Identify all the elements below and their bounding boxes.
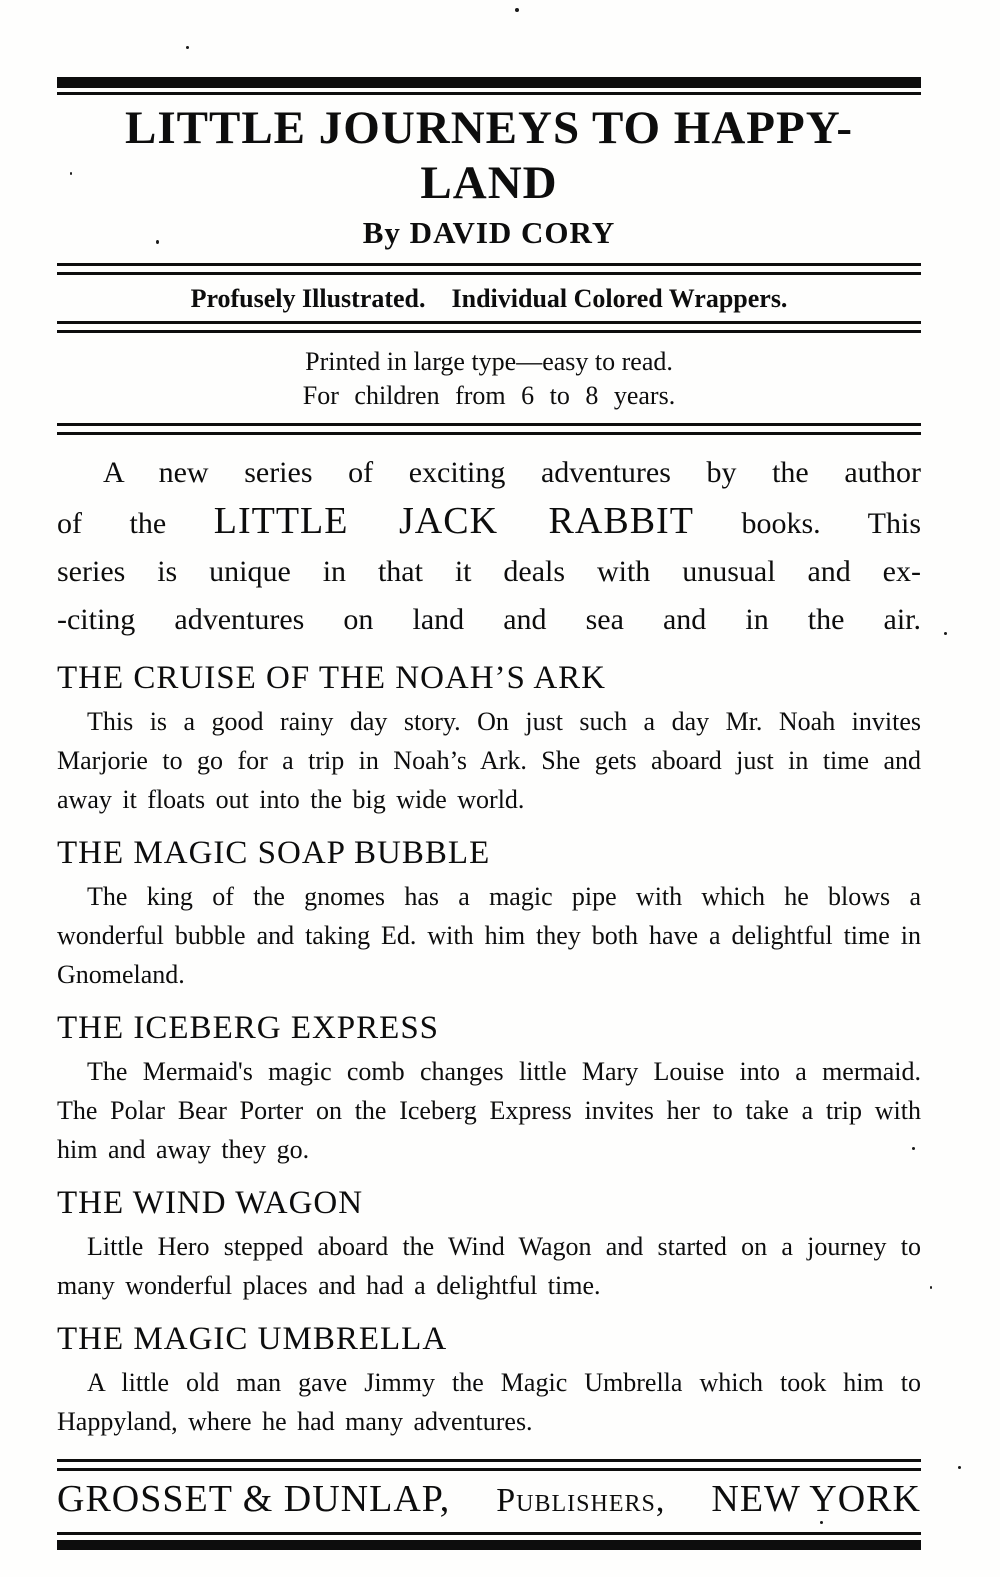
scan-speck — [820, 1521, 823, 1524]
scan-speck — [515, 8, 519, 12]
related-series-name: LITTLE JACK RABBIT — [213, 500, 694, 542]
publisher-city: NEW YORK — [711, 1478, 921, 1520]
book-listing — [57, 1008, 921, 1169]
book-listing — [57, 1183, 921, 1305]
book-title: THE MAGIC SOAP BUBBLE — [57, 835, 491, 871]
scan-speck — [944, 632, 947, 635]
publisher-name: GROSSET & DUNLAP, — [57, 1478, 451, 1520]
series-title-line2: LAND — [420, 157, 558, 209]
bottom-border-rule — [57, 1532, 921, 1550]
taglines — [57, 345, 921, 413]
banner-illustrated-text: Profusely Illustrated. — [190, 284, 426, 313]
author-byline: By DAVID CORY — [362, 215, 616, 250]
series-title — [57, 102, 921, 212]
banner-wrappers-text: Individual Colored Wrappers. — [451, 284, 788, 313]
book-listing — [57, 833, 921, 994]
scan-speck — [930, 1286, 932, 1289]
intro-line2-end: This — [867, 507, 921, 540]
book-description: A little old man gave Jimmy the Magic Umbrella which took him to Happyland, where he had many adventures. — [57, 1368, 921, 1436]
illustration-banner — [57, 275, 921, 321]
book-description: Little Hero stepped aboard the Wind Wagon and started on a journey to many wonderful places and had a delightful time. — [57, 1232, 921, 1300]
scan-speck — [958, 1466, 961, 1469]
intro-line — [57, 497, 921, 548]
series-intro-paragraph — [57, 449, 921, 644]
divider-rule — [57, 1459, 921, 1471]
scan-speck — [186, 46, 189, 49]
intro-line: -citing adventures on land and sea and in the air. — [57, 603, 921, 636]
publisher-imprint — [57, 1476, 921, 1524]
divider-rule — [57, 263, 921, 275]
intro-line: series is unique in that it deals with unusual and ex- — [57, 555, 921, 588]
scan-speck — [70, 172, 72, 175]
book-listing — [57, 1319, 921, 1441]
book-title: THE CRUISE OF THE NOAH’S ARK — [57, 660, 607, 696]
tagline-age-range: For children from 6 to 8 years. — [302, 381, 676, 410]
scan-speck — [912, 1147, 915, 1150]
book-listing — [57, 658, 921, 819]
intro-line2-mid: books. — [741, 507, 821, 540]
book-title: THE WIND WAGON — [57, 1185, 364, 1221]
series-title-line1: LITTLE JOURNEYS TO HAPPY- — [124, 102, 853, 154]
book-title: THE ICEBERG EXPRESS — [57, 1010, 440, 1046]
intro-line2-pre: of the — [57, 507, 167, 540]
divider-rule — [57, 321, 921, 333]
scan-speck — [156, 240, 159, 244]
tagline-large-type: Printed in large type—easy to read. — [305, 347, 673, 376]
book-description: This is a good rainy day story. On just such a day Mr. Noah invites Marjorie to go for a trip in Noah’s Ark. She gets aboard just in time and away it floats out into the big wide world. — [57, 707, 921, 814]
intro-line: A new series of exciting adventures by the author — [103, 456, 921, 489]
divider-rule — [57, 423, 921, 435]
book-description: The king of the gnomes has a magic pipe with which he blows a wonderful bubble and taking Ed. with him they both have a delightful time in Gnomeland. — [57, 882, 921, 989]
publisher-role: Publishers, — [496, 1482, 666, 1519]
page-content — [57, 0, 921, 1550]
book-title: THE MAGIC UMBRELLA — [57, 1321, 448, 1357]
top-border-rule — [57, 77, 921, 95]
book-description: The Mermaid's magic comb changes little Mary Louise into a mermaid. The Polar Bear Porter on the Iceberg Express invites her to take a trip with him and away they go. — [57, 1057, 921, 1164]
